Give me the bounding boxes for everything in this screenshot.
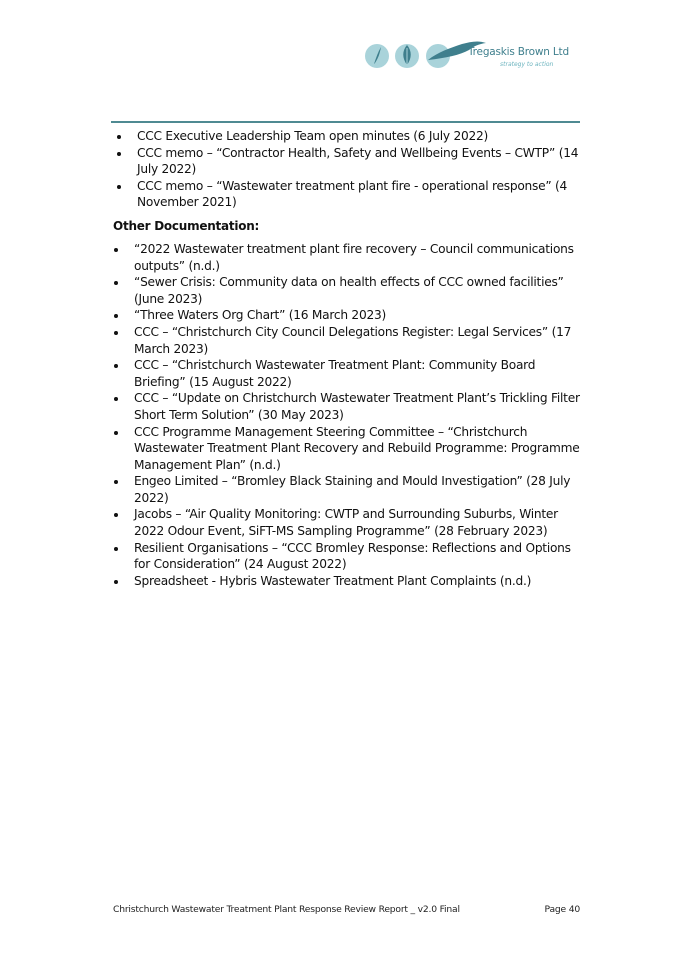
list-item: CCC – “Christchurch City Council Delegations Register: Legal Services” (17 March 2023) [113,324,585,357]
list-item: Resilient Organisations – “CCC Bromley Response: Reflections and Options for Consideration” (24 August 2022) [113,540,585,573]
list-item: Jacobs – “Air Quality Monitoring: CWTP and Surrounding Suburbs, Winter 2022 Odour Event, SiFT-MS Sampling Programme” (28 February 2023) [113,506,585,539]
footer-title: Christchurch Wastewater Treatment Plant Response Review Report _ v2.0 Final [113,904,460,915]
intro-bullet-list [113,128,585,211]
logo-brand-text: Tregaskis Brown Ltd [468,46,569,58]
list-item: “Sewer Crisis: Community data on health effects of CCC owned facilities” (June 2023) [113,274,585,307]
list-item: “Three Waters Org Chart” (16 March 2023) [113,307,585,324]
page-number: Page 40 [544,904,580,915]
list-item: Engeo Limited – “Bromley Black Staining and Mould Investigation” (28 July 2022) [113,473,585,506]
header-divider [111,121,580,123]
page-footer [113,904,580,915]
company-logo [364,36,569,76]
list-item: CCC memo – “Contractor Health, Safety and Wellbeing Events – CWTP” (14 July 2022) [113,145,585,178]
list-item: Spreadsheet - Hybris Wastewater Treatment Plant Complaints (n.d.) [113,573,585,590]
list-item: CCC memo – “Wastewater treatment plant fire - operational response” (4 November 2021) [113,178,585,211]
list-item: CCC Executive Leadership Team open minutes (6 July 2022) [113,128,585,145]
section-heading: Other Documentation: [113,218,260,233]
feather-circle-icon [365,44,389,68]
list-item: CCC – “Update on Christchurch Wastewater Treatment Plant’s Trickling Filter Short Term Solution” (30 May 2023) [113,390,585,423]
logo-tagline: strategy to action [500,61,554,68]
list-item: “2022 Wastewater treatment plant fire recovery – Council communications outputs” (n.d.) [113,241,585,274]
list-item: CCC Programme Management Steering Committee – “Christchurch Wastewater Treatment Plant Recovery and Rebuild Programme: Programme Management Plan” (n.d.) [113,424,585,474]
page-content [113,128,585,589]
other-documentation-list [113,241,585,589]
list-item: CCC – “Christchurch Wastewater Treatment Plant: Community Board Briefing” (15 August 2022) [113,357,585,390]
leaf-circle-icon [395,44,419,68]
